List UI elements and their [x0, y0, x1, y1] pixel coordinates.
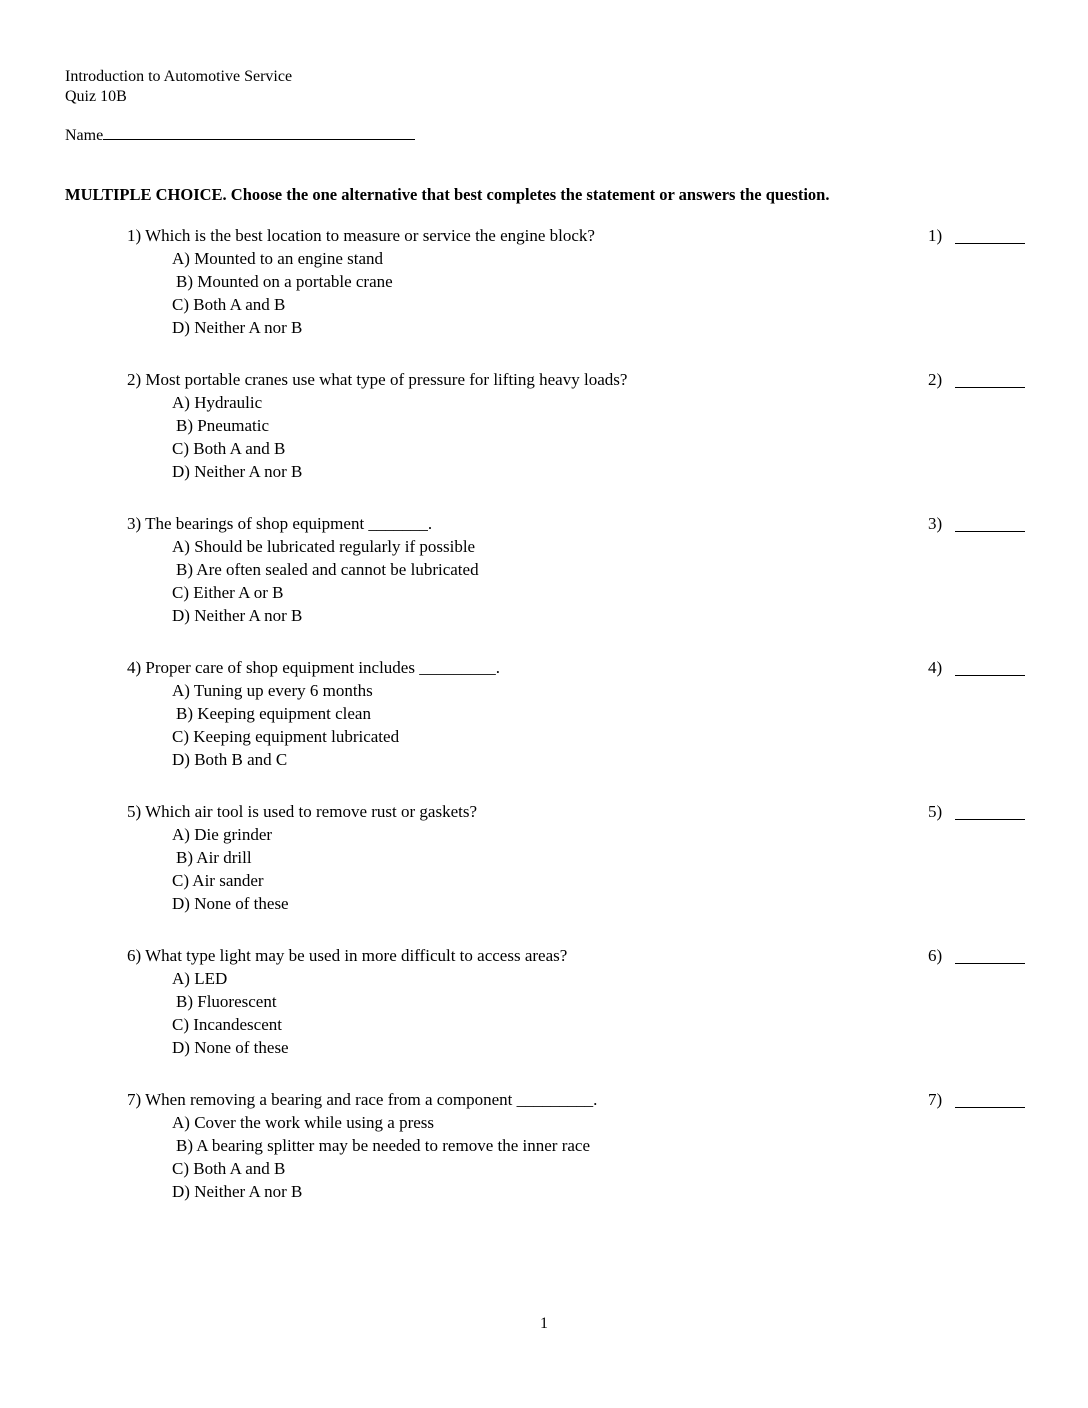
answer-blank[interactable] — [955, 819, 1025, 820]
answer-number: 4) — [928, 658, 943, 677]
answer-option: C) Air sander — [172, 871, 264, 890]
page-number: 1 — [540, 1315, 548, 1332]
question — [127, 800, 1027, 940]
answer-option: D) None of these — [172, 894, 289, 913]
answer-blank[interactable] — [955, 387, 1025, 388]
answer-option: B) Pneumatic — [176, 416, 270, 435]
answer-option: D) Neither A nor B — [172, 606, 303, 625]
answer-number: 3) — [928, 514, 943, 533]
answer-blank[interactable] — [955, 963, 1025, 964]
answer-option: B) Mounted on a portable crane — [176, 272, 393, 291]
answer-option: A) Die grinder — [172, 825, 273, 844]
answer-option: A) Tuning up every 6 months — [172, 681, 373, 700]
course-title: Introduction to Automotive Service — [65, 68, 293, 85]
answer-number: 2) — [928, 370, 943, 389]
answer-option: D) Neither A nor B — [172, 462, 303, 481]
question-text: 1) Which is the best location to measure or service the engine block? — [127, 226, 595, 245]
instructions: MULTIPLE CHOICE. Choose the one alternative that best completes the statement or answers the question. — [65, 185, 830, 204]
question — [127, 1088, 1027, 1228]
answer-blank[interactable] — [955, 243, 1025, 244]
answer-option: A) Hydraulic — [172, 393, 263, 412]
question-text: 7) When removing a bearing and race from a component _________. — [127, 1090, 598, 1109]
question-text: 5) Which air tool is used to remove rust or gaskets? — [127, 802, 477, 821]
answer-option: A) Cover the work while using a press — [172, 1113, 435, 1132]
question — [127, 368, 1027, 508]
answer-option: C) Incandescent — [172, 1015, 282, 1034]
quiz-title: Quiz 10B — [65, 88, 127, 105]
question — [127, 512, 1027, 652]
answer-option: A) Mounted to an engine stand — [172, 249, 384, 268]
answer-option: D) Neither A nor B — [172, 1182, 303, 1201]
answer-option: B) Air drill — [176, 848, 252, 867]
question-text: 4) Proper care of shop equipment includes _________. — [127, 658, 500, 677]
name-label: Name — [65, 127, 104, 144]
answer-option: C) Keeping equipment lubricated — [172, 727, 400, 746]
answer-option: C) Both A and B — [172, 439, 286, 458]
question-text: 2) Most portable cranes use what type of pressure for lifting heavy loads? — [127, 370, 628, 389]
answer-option: B) Fluorescent — [176, 992, 277, 1011]
question — [127, 224, 1027, 364]
question — [127, 944, 1027, 1084]
question-text: 6) What type light may be used in more difficult to access areas? — [127, 946, 568, 965]
answer-option: C) Both A and B — [172, 295, 286, 314]
answer-blank[interactable] — [955, 675, 1025, 676]
answer-option: A) Should be lubricated regularly if possible — [172, 537, 476, 556]
answer-blank[interactable] — [955, 531, 1025, 532]
name-line[interactable] — [103, 125, 415, 140]
answer-option: C) Either A or B — [172, 583, 284, 602]
question — [127, 656, 1027, 796]
answer-option: D) Both B and C — [172, 750, 288, 769]
answer-option: B) Are often sealed and cannot be lubricated — [176, 560, 479, 579]
answer-number: 6) — [928, 946, 943, 965]
answer-number: 1) — [928, 226, 943, 245]
answer-blank[interactable] — [955, 1107, 1025, 1108]
answer-number: 5) — [928, 802, 943, 821]
name-field[interactable] — [65, 125, 415, 146]
answer-option: D) None of these — [172, 1038, 289, 1057]
answer-option: B) Keeping equipment clean — [176, 704, 371, 723]
answer-number: 7) — [928, 1090, 943, 1109]
answer-option: D) Neither A nor B — [172, 318, 303, 337]
answer-option: B) A bearing splitter may be needed to remove the inner race — [176, 1136, 590, 1155]
answer-option: C) Both A and B — [172, 1159, 286, 1178]
answer-option: A) LED — [172, 969, 228, 988]
question-text: 3) The bearings of shop equipment _______. — [127, 514, 433, 533]
